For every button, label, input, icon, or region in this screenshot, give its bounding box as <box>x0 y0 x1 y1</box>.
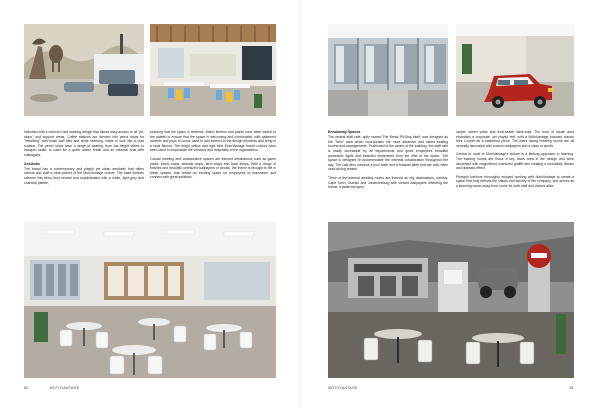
photo-petrol-station-mural <box>328 222 574 378</box>
page-folio-right <box>328 386 574 390</box>
photo-cafe-wood <box>150 24 276 116</box>
body-paragraph: Central to most of MotoVantage's culture is a lifelong approach to learning. The training rooms are those a key focus area in the design and were decorated with magnificent oversized graffiti arts creating a beautifully vibrant and dramatic effect. <box>456 152 574 171</box>
body-paragraph: Casual meeting and collaborative spaces are themed destinations such as game parks, picnic stops, seaside stops, farm stops and local shops. With a range of finishes and beautiful oversized wallpapers or decals, the theme is brought to life in these spaces, that create an exciting space for employees to brainstorm and connect with great solutions. <box>150 156 276 180</box>
right-text-column-1 <box>328 130 448 194</box>
body-paragraph: carpet, seven sofas and dual-seater table-tops. The front of house area embodies a corporate, yet playful feel, with a MotoVantage branded classic Mini Cooper as a statement piece. The client facing meeting rooms are all neutrally decorated with custom wallpapers and a class or sports. <box>456 130 574 148</box>
right-text-column-2 <box>456 130 574 193</box>
photo-glass-corridor <box>328 24 448 116</box>
left-text-column-2 <box>150 130 276 184</box>
photo-open-cafe <box>24 222 276 378</box>
body-paragraph: ensuring that the space is timeless. Warm timbers and plants have been added to the palette to ensure that the space is welcoming and comfortable, with patterned accents and pops of colour used to add interest to the design elements and bring in a local flavour. The bright yellow and light blue MotoVantage brand colours have been used to emphasise the vibrancy and hospitality of the organisation. <box>150 130 276 153</box>
left-text-column-1 <box>24 130 144 189</box>
body-paragraph: The central staff café, aptly named The Break Pit-Stop itself, was designed as the "hero" area which incorporates the more attractive and varied seating booths and arrangements. Positioned in the centre of the building, the staff café is easily accessible by all departments and gives employees beautiful panoramic lights and beautiful timberwork from the vibe of the space. The space is designed to accommodate the informal collaboration throughout the day. The café also contains a pool table and a foosball table that are both often used during breaks. <box>328 135 448 172</box>
body-paragraph: indicated with a chevron road marking design that allows easy access to all "pit-stops" and support areas. Coffee stations are themed into petrol stops for "refuelling" with black wall tiles and white shelving, made to look like a road surface. The petrol stops have a range of seating, from bar-height tables to banquet seats, to cater for a quick coffee break and an informal chat with colleagues. <box>24 130 144 157</box>
photo-mini-cooper <box>456 24 574 116</box>
body-paragraph: The brand has a contemporary and playful yet clean aesthetic that offers visitors and staff a clear picture of the MotoVantage culture. The base finishes scheme has been kept neutral and sophisticated with a white, light grey and charcoal palette, <box>24 166 144 185</box>
running-footer: MOTOVANTAGE <box>49 386 80 390</box>
running-footer: MOTOVANTAGE <box>328 386 358 390</box>
right-page <box>300 0 600 408</box>
page-number: 81 <box>569 386 574 390</box>
photo-wildlife-lounge <box>24 24 144 116</box>
body-paragraph: Three of the internal meeting rooms are themed as city destinations, namely; Cape Town, Durban and Johannesburg with vibrant wallpapers reflecting the theme, a patterned grey <box>328 175 448 190</box>
page-number: 80 <box>24 386 29 390</box>
page-folio-left <box>24 386 79 390</box>
body-paragraph: Peregrin Interiors thoroughly enjoyed working with MotoVantage to create a space that truly reflects the values and identity of the company, and serves as a stunning home-away-from-home for both staff and visitors alike. <box>456 174 574 188</box>
section-heading: Breakaway Spaces <box>328 130 361 134</box>
section-heading: Aesthetic <box>24 161 41 166</box>
